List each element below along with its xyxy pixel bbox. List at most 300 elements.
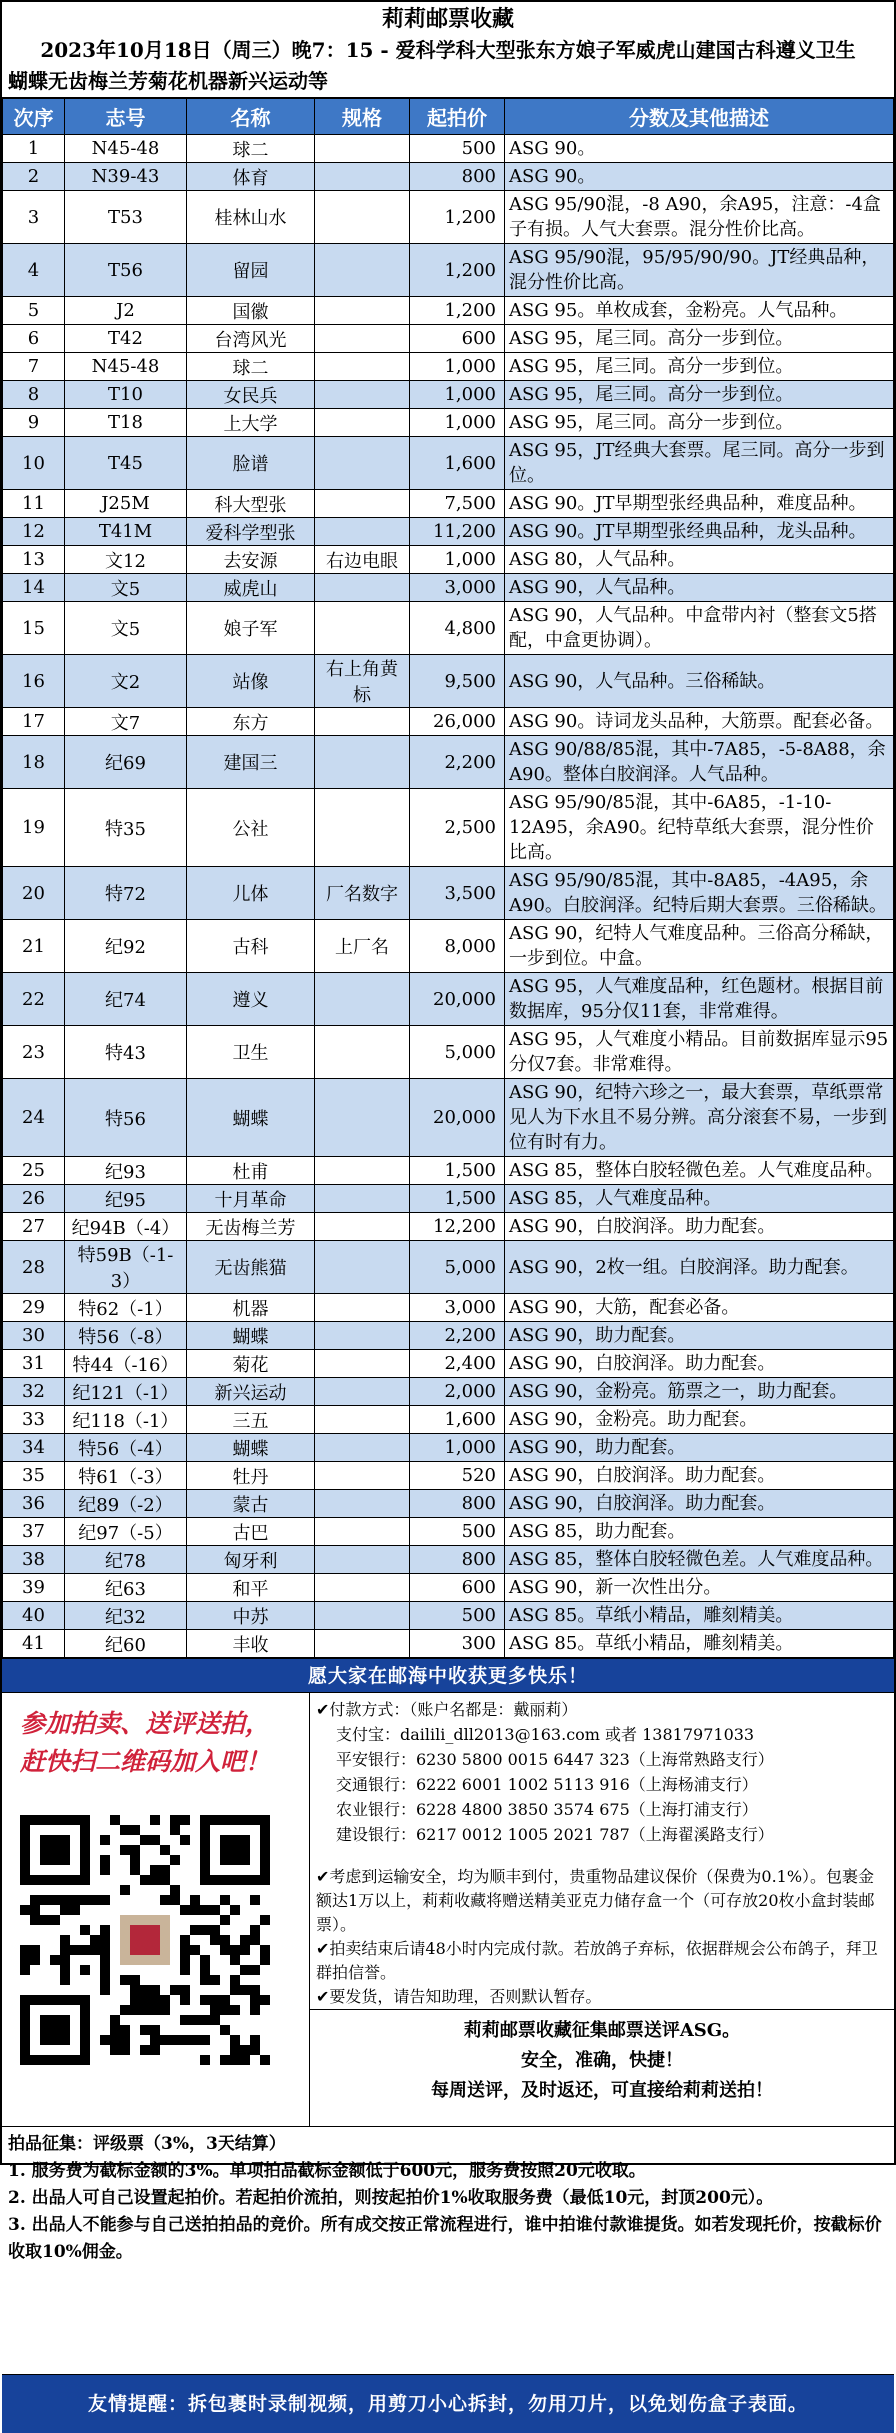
lot-code: 文7: [65, 708, 187, 736]
lot-name: 机器: [187, 1294, 315, 1322]
lot-number: 35: [3, 1462, 65, 1490]
consignment-rules: [2, 2127, 894, 2375]
lot-description: ASG 85。草纸小精品，雕刻精美。: [505, 1630, 894, 1658]
lot-spec: [315, 437, 410, 490]
table-row: [3, 191, 894, 244]
table-row: [3, 1574, 894, 1602]
lot-code: T42: [65, 325, 187, 353]
lot-price: 9,500: [410, 655, 505, 708]
lot-name: 体育: [187, 163, 315, 191]
lot-price: 2,500: [410, 789, 505, 867]
lot-code: N45-48: [65, 353, 187, 381]
lot-price: 5,000: [410, 1241, 505, 1294]
lot-number: 27: [3, 1213, 65, 1241]
lot-name: 菊花: [187, 1350, 315, 1378]
lot-spec: [315, 1294, 410, 1322]
table-row: [3, 1630, 894, 1658]
lot-description: ASG 90，纪特六珍之一，最大套票，草纸票常见人为下水且不易分辨。高分滚套不易，一步到位有时有力。: [505, 1079, 894, 1157]
lot-name: 无齿梅兰芳: [187, 1213, 315, 1241]
table-row: [3, 1294, 894, 1322]
rule-3: 3. 出品人不能参与自己送拍拍品的竞价。所有成交按正常流程进行，谁中拍谁付款谁提货。如若发现托价，按截标价收取10%佣金。: [8, 2215, 882, 2262]
lot-name: 蝴蝶: [187, 1079, 315, 1157]
lot-code: 纪69: [65, 736, 187, 789]
lot-code: N39-43: [65, 163, 187, 191]
table-row: [3, 1350, 894, 1378]
lot-code: T56: [65, 244, 187, 297]
table-row: [3, 736, 894, 789]
lot-description: ASG 85，人气难度品种。: [505, 1185, 894, 1213]
lot-description: ASG 90。JT早期型张经典品种，难度品种。: [505, 490, 894, 518]
lot-code: 纪63: [65, 1574, 187, 1602]
lot-spec: [315, 708, 410, 736]
lot-number: 40: [3, 1602, 65, 1630]
lot-spec: [315, 1322, 410, 1350]
lot-spec: [315, 409, 410, 437]
lot-spec: [315, 244, 410, 297]
lot-price: 20,000: [410, 1079, 505, 1157]
invite-panel: [2, 1693, 310, 2126]
lot-name: 国徽: [187, 297, 315, 325]
lot-name: 东方: [187, 708, 315, 736]
lot-spec: [315, 1490, 410, 1518]
payment-title: ✔付款方式：（账户名都是：戴丽莉）: [316, 1700, 578, 1719]
lots-table: [2, 98, 894, 1658]
lot-code: J25M: [65, 490, 187, 518]
lot-price: 2,000: [410, 1378, 505, 1406]
lot-spec: [315, 1026, 410, 1079]
lot-price: 500: [410, 1602, 505, 1630]
table-row: [3, 381, 894, 409]
lot-description: ASG 90，白胶润泽。助力配套。: [505, 1213, 894, 1241]
table-header-row: [3, 99, 894, 135]
invite-line2: 赶快扫二维码加入吧！: [20, 1747, 271, 1776]
table-row: [3, 920, 894, 973]
lot-description: ASG 90，人气品种。三俗稀缺。: [505, 655, 894, 708]
lot-description: ASG 95/90/85混，其中-8A85，-4A95，余A90。白胶润泽。纪特后期大套票。三俗稀缺。: [505, 867, 894, 920]
lot-code: J2: [65, 297, 187, 325]
lot-description: ASG 90，新一次性出分。: [505, 1574, 894, 1602]
lot-name: 古巴: [187, 1518, 315, 1546]
lot-code: 纪121（-1）: [65, 1378, 187, 1406]
lot-name: 站像: [187, 655, 315, 708]
lot-price: 2,200: [410, 1322, 505, 1350]
table-row: [3, 1546, 894, 1574]
lot-code: 特56（-8）: [65, 1322, 187, 1350]
lot-name: 娘子军: [187, 602, 315, 655]
table-row: [3, 244, 894, 297]
lot-description: ASG 90。: [505, 163, 894, 191]
table-row: [3, 1026, 894, 1079]
lot-name: 桂林山水: [187, 191, 315, 244]
table-row: [3, 409, 894, 437]
lot-description: ASG 80，人气品种。: [505, 546, 894, 574]
lot-price: 500: [410, 1518, 505, 1546]
lot-code: 纪78: [65, 1546, 187, 1574]
lot-number: 10: [3, 437, 65, 490]
table-row: [3, 1213, 894, 1241]
lot-price: 5,000: [410, 1026, 505, 1079]
lot-price: 8,000: [410, 920, 505, 973]
bank-line-jianshe: 建设银行：6217 0012 1005 2021 787（上海翟溪路支行）: [336, 1825, 774, 1844]
lot-name: 古科: [187, 920, 315, 973]
lot-price: 600: [410, 325, 505, 353]
lot-description: ASG 90。诗词龙头品种，大筋票。配套必备。: [505, 708, 894, 736]
lot-description: ASG 95/90混，-8 A90，余A95，注意：-4盒子有损。人气大套票。混分性价比高。: [505, 191, 894, 244]
payment-info: [310, 1693, 894, 2009]
lot-name: 建国三: [187, 736, 315, 789]
lot-number: 39: [3, 1574, 65, 1602]
lot-price: 1,000: [410, 381, 505, 409]
lot-price: 800: [410, 163, 505, 191]
lot-name: 三五: [187, 1406, 315, 1434]
table-row: [3, 1602, 894, 1630]
lot-description: ASG 90。: [505, 135, 894, 163]
lot-code: 特72: [65, 867, 187, 920]
lot-name: 科大型张: [187, 490, 315, 518]
lot-name: 威虎山: [187, 574, 315, 602]
lot-number: 13: [3, 546, 65, 574]
lot-number: 32: [3, 1378, 65, 1406]
col-header-price: 起拍价: [410, 99, 505, 135]
lot-code: N45-48: [65, 135, 187, 163]
lot-description: ASG 90，白胶润泽。助力配套。: [505, 1490, 894, 1518]
lot-spec: 右上角黄标: [315, 655, 410, 708]
lot-price: 500: [410, 135, 505, 163]
lot-code: 纪95: [65, 1185, 187, 1213]
lot-price: 20,000: [410, 973, 505, 1026]
lot-name: 爱科学型张: [187, 518, 315, 546]
lot-description: ASG 90，人气品种。中盒带内衬（整套文5搭配，中盒更协调）。: [505, 602, 894, 655]
lot-number: 8: [3, 381, 65, 409]
lot-number: 9: [3, 409, 65, 437]
lot-price: 2,400: [410, 1350, 505, 1378]
lot-price: 600: [410, 1574, 505, 1602]
table-row: [3, 602, 894, 655]
lot-name: 中苏: [187, 1602, 315, 1630]
lot-code: 纪97（-5）: [65, 1518, 187, 1546]
lot-code: 纪92: [65, 920, 187, 973]
lot-number: 18: [3, 736, 65, 789]
bank-line-pingan: 平安银行：6230 5800 0015 6447 323（上海常熟路支行）: [336, 1750, 774, 1769]
lot-code: 特56（-4）: [65, 1434, 187, 1462]
lot-number: 34: [3, 1434, 65, 1462]
lot-code: 纪89（-2）: [65, 1490, 187, 1518]
lot-spec: [315, 1241, 410, 1294]
table-row: [3, 655, 894, 708]
lot-spec: 厂名数字: [315, 867, 410, 920]
lot-spec: [315, 1079, 410, 1157]
lot-spec: [315, 135, 410, 163]
lot-spec: [315, 1630, 410, 1658]
table-row: [3, 163, 894, 191]
lot-description: ASG 90，白胶润泽。助力配套。: [505, 1350, 894, 1378]
lot-description: ASG 90，人气品种。: [505, 574, 894, 602]
lot-spec: [315, 1546, 410, 1574]
lot-description: ASG 90，大筋，配套必备。: [505, 1294, 894, 1322]
table-row: [3, 490, 894, 518]
service-line1: 莉莉邮票收藏征集邮票送评ASG。: [463, 2020, 741, 2041]
col-header-desc: 分数及其他描述: [505, 99, 894, 135]
lot-code: 特44（-16）: [65, 1350, 187, 1378]
table-row: [3, 574, 894, 602]
lot-spec: [315, 1185, 410, 1213]
lot-description: ASG 90，纪特人气难度品种。三俗高分稀缺，一步到位。中盒。: [505, 920, 894, 973]
lot-spec: [315, 1602, 410, 1630]
lot-number: 19: [3, 789, 65, 867]
lot-number: 21: [3, 920, 65, 973]
lot-spec: [315, 297, 410, 325]
lot-price: 7,500: [410, 490, 505, 518]
lot-price: 1,600: [410, 437, 505, 490]
lot-description: ASG 95，人气难度品种，红色题材。根据目前数据库，95分仅11套，非常难得。: [505, 973, 894, 1026]
lot-code: T53: [65, 191, 187, 244]
lot-name: 丰收: [187, 1630, 315, 1658]
subtitle-line1: 2023年10月18日（周三）晚7：15 - 爱科学科大型张东方娘子军威虎山建国古科遵义卫生: [40, 38, 856, 62]
lot-name: 脸谱: [187, 437, 315, 490]
lot-spec: [315, 1406, 410, 1434]
lot-price: 1,200: [410, 297, 505, 325]
lot-spec: [315, 163, 410, 191]
lot-code: T10: [65, 381, 187, 409]
lot-description: ASG 90，助力配套。: [505, 1434, 894, 1462]
lot-spec: 右边电眼: [315, 546, 410, 574]
col-header-name: 名称: [187, 99, 315, 135]
lot-number: 16: [3, 655, 65, 708]
table-row: [3, 973, 894, 1026]
qr-code-icon[interactable]: [20, 1815, 270, 2065]
service-line3: 每周送评，及时返还，可直接给莉莉送拍！: [431, 2080, 773, 2101]
lot-spec: [315, 602, 410, 655]
table-row: [3, 1434, 894, 1462]
lot-number: 22: [3, 973, 65, 1026]
payment-deadline-note: ✔拍卖结束后请48小时内完成付款。若放鸽子弃标，依据群规会公布鸽子，拜卫群拍信誉。: [316, 1939, 878, 1982]
page-title: [2, 2, 894, 98]
lot-code: 纪32: [65, 1602, 187, 1630]
lot-price: 1,500: [410, 1157, 505, 1185]
lot-code: 特43: [65, 1026, 187, 1079]
lot-description: ASG 95，尾三同。高分一步到位。: [505, 381, 894, 409]
table-row: [3, 437, 894, 490]
table-row: [3, 546, 894, 574]
lot-code: 纪60: [65, 1630, 187, 1658]
lot-price: 1,000: [410, 1434, 505, 1462]
lot-spec: [315, 381, 410, 409]
lot-number: 30: [3, 1322, 65, 1350]
lot-name: 留园: [187, 244, 315, 297]
lot-description: ASG 90，助力配套。: [505, 1322, 894, 1350]
table-row: [3, 1462, 894, 1490]
lot-price: 1,000: [410, 353, 505, 381]
lot-name: 蝴蝶: [187, 1322, 315, 1350]
lot-price: 800: [410, 1546, 505, 1574]
lot-number: 37: [3, 1518, 65, 1546]
bank-line-jiaotong: 交通银行：6222 6001 1002 5113 916（上海杨浦支行）: [336, 1775, 758, 1794]
table-row: [3, 1406, 894, 1434]
lot-name: 遵义: [187, 973, 315, 1026]
rules-title: 拍品征集：评级票（3%，3天结算）: [8, 2134, 286, 2154]
lot-number: 41: [3, 1630, 65, 1658]
lot-description: ASG 95，JT经典大套票。尾三同。高分一步到位。: [505, 437, 894, 490]
alipay-line: 支付宝：dailili_dll2013@163.com 或者 13817971033: [336, 1725, 755, 1744]
lot-spec: [315, 490, 410, 518]
lot-name: 杜甫: [187, 1157, 315, 1185]
lots-body: [3, 135, 894, 1658]
lot-description: ASG 90，金粉亮。筋票之一，助力配套。: [505, 1378, 894, 1406]
lot-spec: [315, 1213, 410, 1241]
lot-number: 1: [3, 135, 65, 163]
lot-description: ASG 95，人气难度小精品。目前数据库显示95分仅7套。非常难得。: [505, 1026, 894, 1079]
lot-description: ASG 95。单枚成套，金粉亮。人气品种。: [505, 297, 894, 325]
lot-name: 女民兵: [187, 381, 315, 409]
lot-spec: [315, 1378, 410, 1406]
lot-price: 800: [410, 1490, 505, 1518]
lot-spec: 上厂名: [315, 920, 410, 973]
delivery-note: ✔要发货，请告知助理，否则默认暂存。: [316, 1987, 602, 2006]
table-row: [3, 518, 894, 546]
table-row: [3, 789, 894, 867]
lot-spec: [315, 353, 410, 381]
invite-line1: 参加拍卖、送评送拍，: [20, 1709, 271, 1738]
lot-number: 17: [3, 708, 65, 736]
lot-price: 26,000: [410, 708, 505, 736]
lot-description: ASG 90/88/85混，其中-7A85，-5-8A88，余A90。整体白胶润泽。人气品种。: [505, 736, 894, 789]
lot-code: 纪93: [65, 1157, 187, 1185]
lot-number: 15: [3, 602, 65, 655]
shop-name: 莉莉邮票收藏: [381, 6, 514, 32]
invite-text: [20, 1705, 301, 1781]
lot-name: 牡丹: [187, 1462, 315, 1490]
table-row: [3, 708, 894, 736]
lot-name: 球二: [187, 135, 315, 163]
lot-number: 3: [3, 191, 65, 244]
lot-price: 520: [410, 1462, 505, 1490]
lot-spec: [315, 1350, 410, 1378]
lot-spec: [315, 1574, 410, 1602]
lot-number: 4: [3, 244, 65, 297]
lot-number: 26: [3, 1185, 65, 1213]
lot-name: 卫生: [187, 1026, 315, 1079]
lot-number: 36: [3, 1490, 65, 1518]
lot-number: 5: [3, 297, 65, 325]
lot-number: 33: [3, 1406, 65, 1434]
lot-number: 28: [3, 1241, 65, 1294]
lot-number: 31: [3, 1350, 65, 1378]
table-row: [3, 135, 894, 163]
lot-spec: [315, 518, 410, 546]
lot-code: T41M: [65, 518, 187, 546]
lot-price: 1,200: [410, 244, 505, 297]
lot-name: 球二: [187, 353, 315, 381]
table-row: [3, 1322, 894, 1350]
col-header-spec: 规格: [315, 99, 410, 135]
lot-code: 特59B（-1-3）: [65, 1241, 187, 1294]
rule-1: 1. 服务费为截标金额的3%。单项拍品截标金额低于600元，服务费按照20元收取。: [8, 2161, 646, 2181]
lot-description: ASG 95/90混，95/95/90/90。JT经典品种，混分性价比高。: [505, 244, 894, 297]
lot-price: 1,000: [410, 409, 505, 437]
lot-name: 台湾风光: [187, 325, 315, 353]
lot-number: 14: [3, 574, 65, 602]
info-section: [2, 1693, 894, 2127]
table-row: [3, 353, 894, 381]
lot-name: 儿体: [187, 867, 315, 920]
lot-code: 文5: [65, 602, 187, 655]
lot-code: T18: [65, 409, 187, 437]
lot-name: 新兴运动: [187, 1378, 315, 1406]
lot-spec: [315, 1157, 410, 1185]
lot-price: 1,500: [410, 1185, 505, 1213]
lot-number: 2: [3, 163, 65, 191]
lot-price: 3,000: [410, 574, 505, 602]
lot-price: 4,800: [410, 602, 505, 655]
lot-code: 特61（-3）: [65, 1462, 187, 1490]
table-row: [3, 325, 894, 353]
payment-panel: [310, 1693, 894, 2126]
lot-number: 29: [3, 1294, 65, 1322]
lot-name: 去安源: [187, 546, 315, 574]
table-row: [3, 1490, 894, 1518]
shipping-note: ✔考虑到运输安全，均为顺丰到付，贵重物品建议保价（保费为0.1%）。包裹金额达1万以上，莉莉收藏将赠送精美亚克力储存盒一个（可存放20枚小盒封装邮票）。: [316, 1867, 875, 1934]
table-row: [3, 867, 894, 920]
table-row: [3, 1241, 894, 1294]
lot-description: ASG 90，2枚一组。白胶润泽。助力配套。: [505, 1241, 894, 1294]
col-header-no: 次序: [3, 99, 65, 135]
lot-name: 公社: [187, 789, 315, 867]
lot-number: 23: [3, 1026, 65, 1079]
lot-code: 文5: [65, 574, 187, 602]
lot-number: 25: [3, 1157, 65, 1185]
col-header-code: 志号: [65, 99, 187, 135]
lot-code: 纪118（-1）: [65, 1406, 187, 1434]
lot-description: ASG 90。JT早期型张经典品种，龙头品种。: [505, 518, 894, 546]
lot-description: ASG 95/90/85混，其中-6A85，-1-10-12A95，余A90。纪特草纸大套票，混分性价比高。: [505, 789, 894, 867]
lot-code: T45: [65, 437, 187, 490]
lot-number: 6: [3, 325, 65, 353]
lot-number: 11: [3, 490, 65, 518]
lot-number: 20: [3, 867, 65, 920]
table-row: [3, 297, 894, 325]
lot-spec: [315, 1462, 410, 1490]
lot-price: 1,200: [410, 191, 505, 244]
lot-description: ASG 85，助力配套。: [505, 1518, 894, 1546]
lot-description: ASG 95，尾三同。高分一步到位。: [505, 353, 894, 381]
lot-name: 无齿熊猫: [187, 1241, 315, 1294]
subtitle-line2: 蝴蝶无齿梅兰芳菊花机器新兴运动等: [8, 69, 328, 93]
lot-name: 十月革命: [187, 1185, 315, 1213]
footer-reminder: 友情提醒：拆包裹时录制视频，用剪刀小心拆封，勿用刀片，以免划伤盒子表面。: [2, 2375, 894, 2433]
lot-description: ASG 85。草纸小精品，雕刻精美。: [505, 1602, 894, 1630]
table-row: [3, 1157, 894, 1185]
lot-spec: [315, 736, 410, 789]
lot-spec: [315, 1518, 410, 1546]
bank-line-nongye: 农业银行：6228 4800 3850 3574 675（上海打浦支行）: [336, 1800, 758, 1819]
banner: 愿大家在邮海中收获更多快乐！: [2, 1658, 894, 1693]
lot-description: ASG 95，尾三同。高分一步到位。: [505, 325, 894, 353]
lot-description: ASG 95，尾三同。高分一步到位。: [505, 409, 894, 437]
lot-price: 12,200: [410, 1213, 505, 1241]
lot-description: ASG 85，整体白胶轻微色差。人气难度品种。: [505, 1157, 894, 1185]
lot-price: 11,200: [410, 518, 505, 546]
lot-code: 文12: [65, 546, 187, 574]
lot-number: 38: [3, 1546, 65, 1574]
service-box: [310, 2009, 894, 2126]
lot-name: 上大学: [187, 409, 315, 437]
lot-spec: [315, 191, 410, 244]
lot-code: 特35: [65, 789, 187, 867]
lot-code: 文2: [65, 655, 187, 708]
lot-description: ASG 90，金粉亮。助力配套。: [505, 1406, 894, 1434]
lot-name: 蒙古: [187, 1490, 315, 1518]
lot-code: 纪94B（-4）: [65, 1213, 187, 1241]
